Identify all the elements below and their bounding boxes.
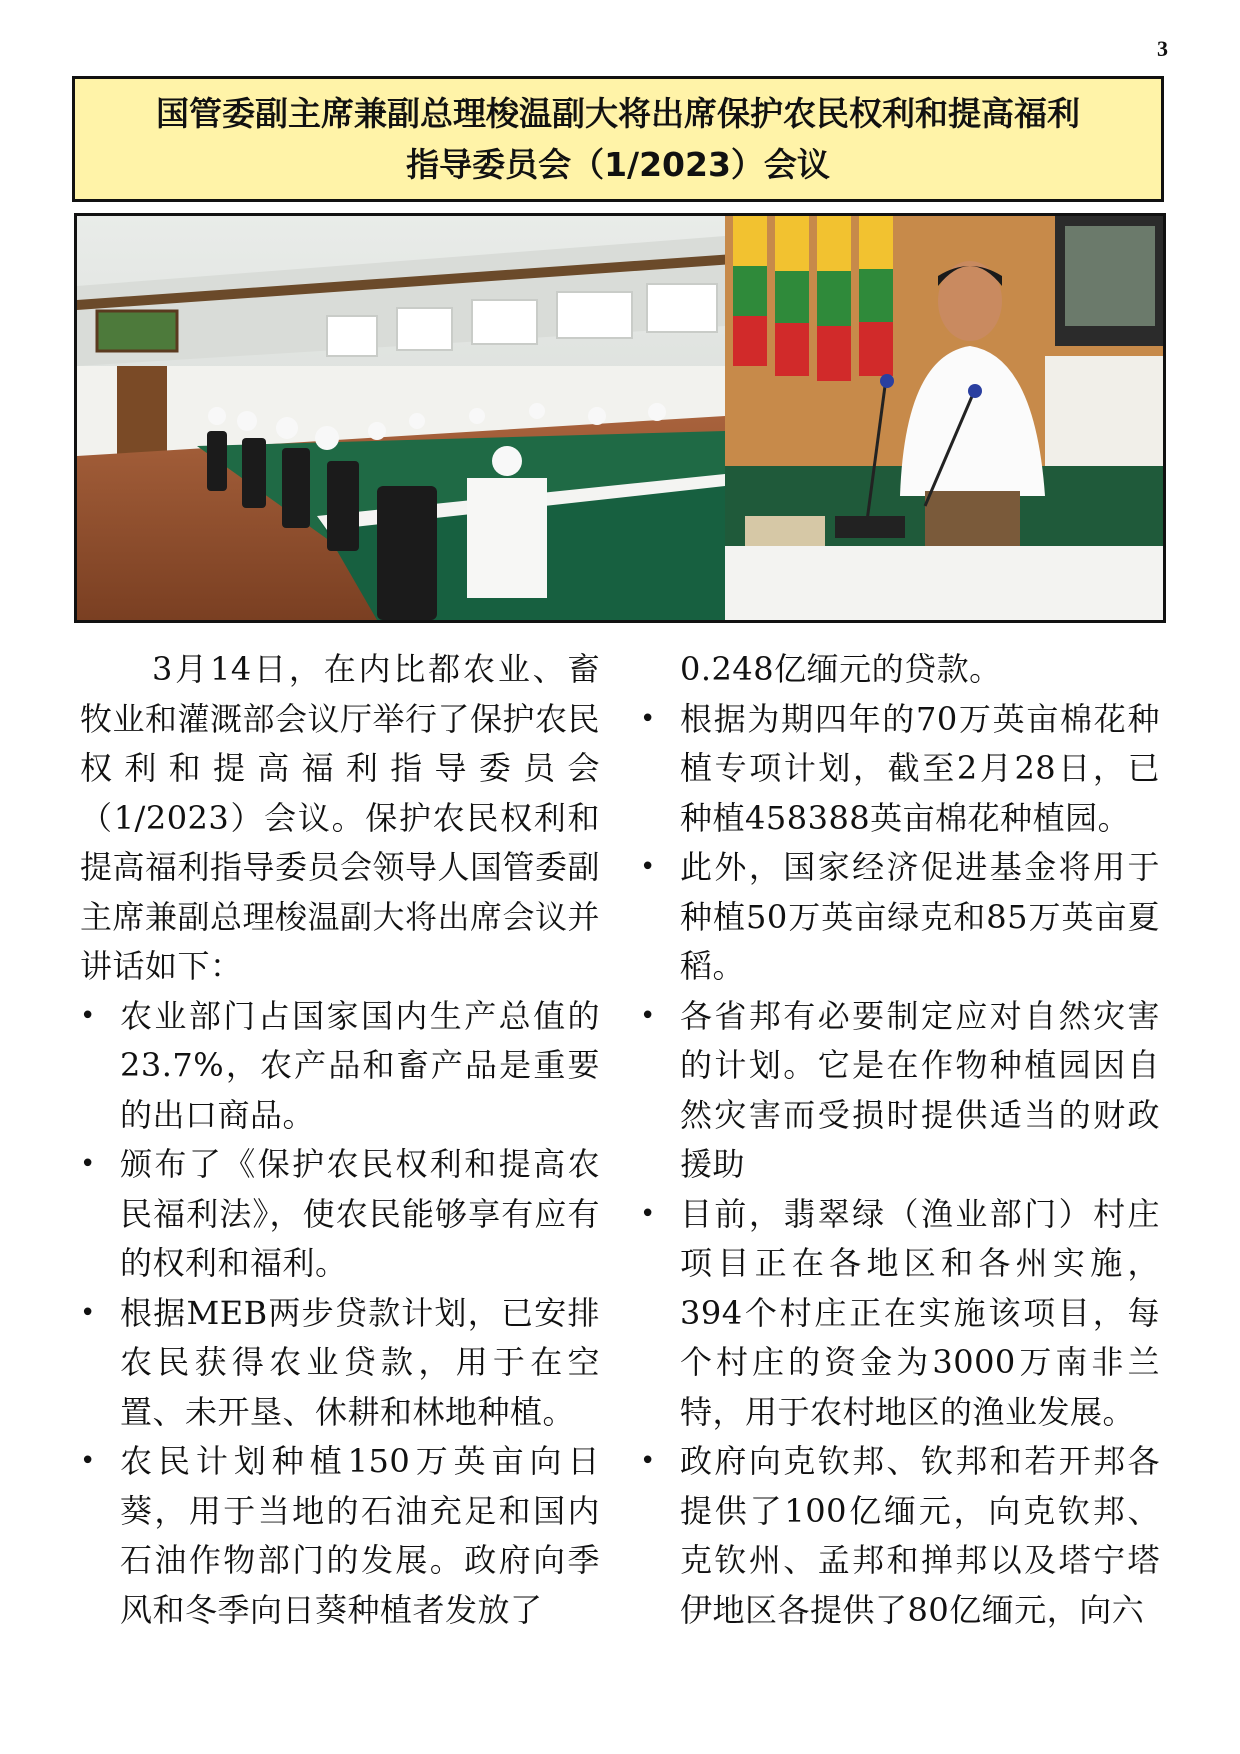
right-bullet-list (640, 695, 1160, 1636)
page-number: 3 (1157, 36, 1168, 61)
continuation-text: 0.248亿缅元的贷款。 (680, 650, 1002, 688)
headline-box (72, 76, 1164, 202)
list-item: • 农业部门占国家国内生产总值的23.7%，农产品和畜产品是重要的出口商品。 (80, 992, 600, 1141)
list-item: • 政府向克钦邦、钦邦和若开邦各提供了100亿缅元，向克钦邦、克钦州、孟邦和掸邦以及塔宁塔伊地区各提供了80亿缅元，向六 (640, 1437, 1160, 1635)
list-item: • 各省邦有必要制定应对自然灾害的计划。它是在作物种植园因自然灾害而受损时提供适当的财政援助 (640, 992, 1160, 1190)
list-item: • 根据MEB两步贷款计划，已安排农民获得农业贷款，用于在空置、未开垦、休耕和林地种植。 (80, 1289, 600, 1438)
left-bullet-list (80, 992, 600, 1636)
meeting-hall-photo (77, 216, 725, 620)
list-item: • 根据为期四年的70万英亩棉花种植专项计划，截至2月28日，已种植458388英亩棉花种植园。 (640, 695, 1160, 844)
right-column (640, 645, 1160, 1635)
headline-line-1: 国管委副主席兼副总理梭温副大将出席保护农民权利和提高福利 (156, 93, 1080, 133)
left-column (80, 645, 600, 1635)
intro-paragraph: 3月14日，在内比都农业、畜牧业和灌溉部会议厅举行了保护农民权利和提高福利指导委员会（1/2023）会议。保护农民权利和提高福利指导委员会领导人国管委副主席兼副总理梭温副大将出席会议并讲话如下： (80, 650, 601, 985)
list-item: • 目前，翡翠绿（渔业部门）村庄项目正在各地区和各州实施，394个村庄正在实施该项目，每个村庄的资金为3000万南非兰特，用于农村地区的渔业发展。 (640, 1190, 1160, 1438)
list-item: • 颁布了《保护农民权利和提高农民福利法》，使农民能够享有应有的权利和福利。 (80, 1140, 600, 1289)
speaker-at-podium-photo (725, 216, 1163, 620)
list-item: • 此外，国家经济促进基金将用于种植50万英亩绿克和85万英亩夏稻。 (640, 843, 1160, 992)
photo-strip (74, 213, 1166, 623)
list-item: • 农民计划种植150万英亩向日葵，用于当地的石油充足和国内石油作物部门的发展。政府向季风和冬季向日葵种植者发放了 (80, 1437, 600, 1635)
headline-line-2: 指导委员会（1/2023）会议 (406, 145, 830, 184)
